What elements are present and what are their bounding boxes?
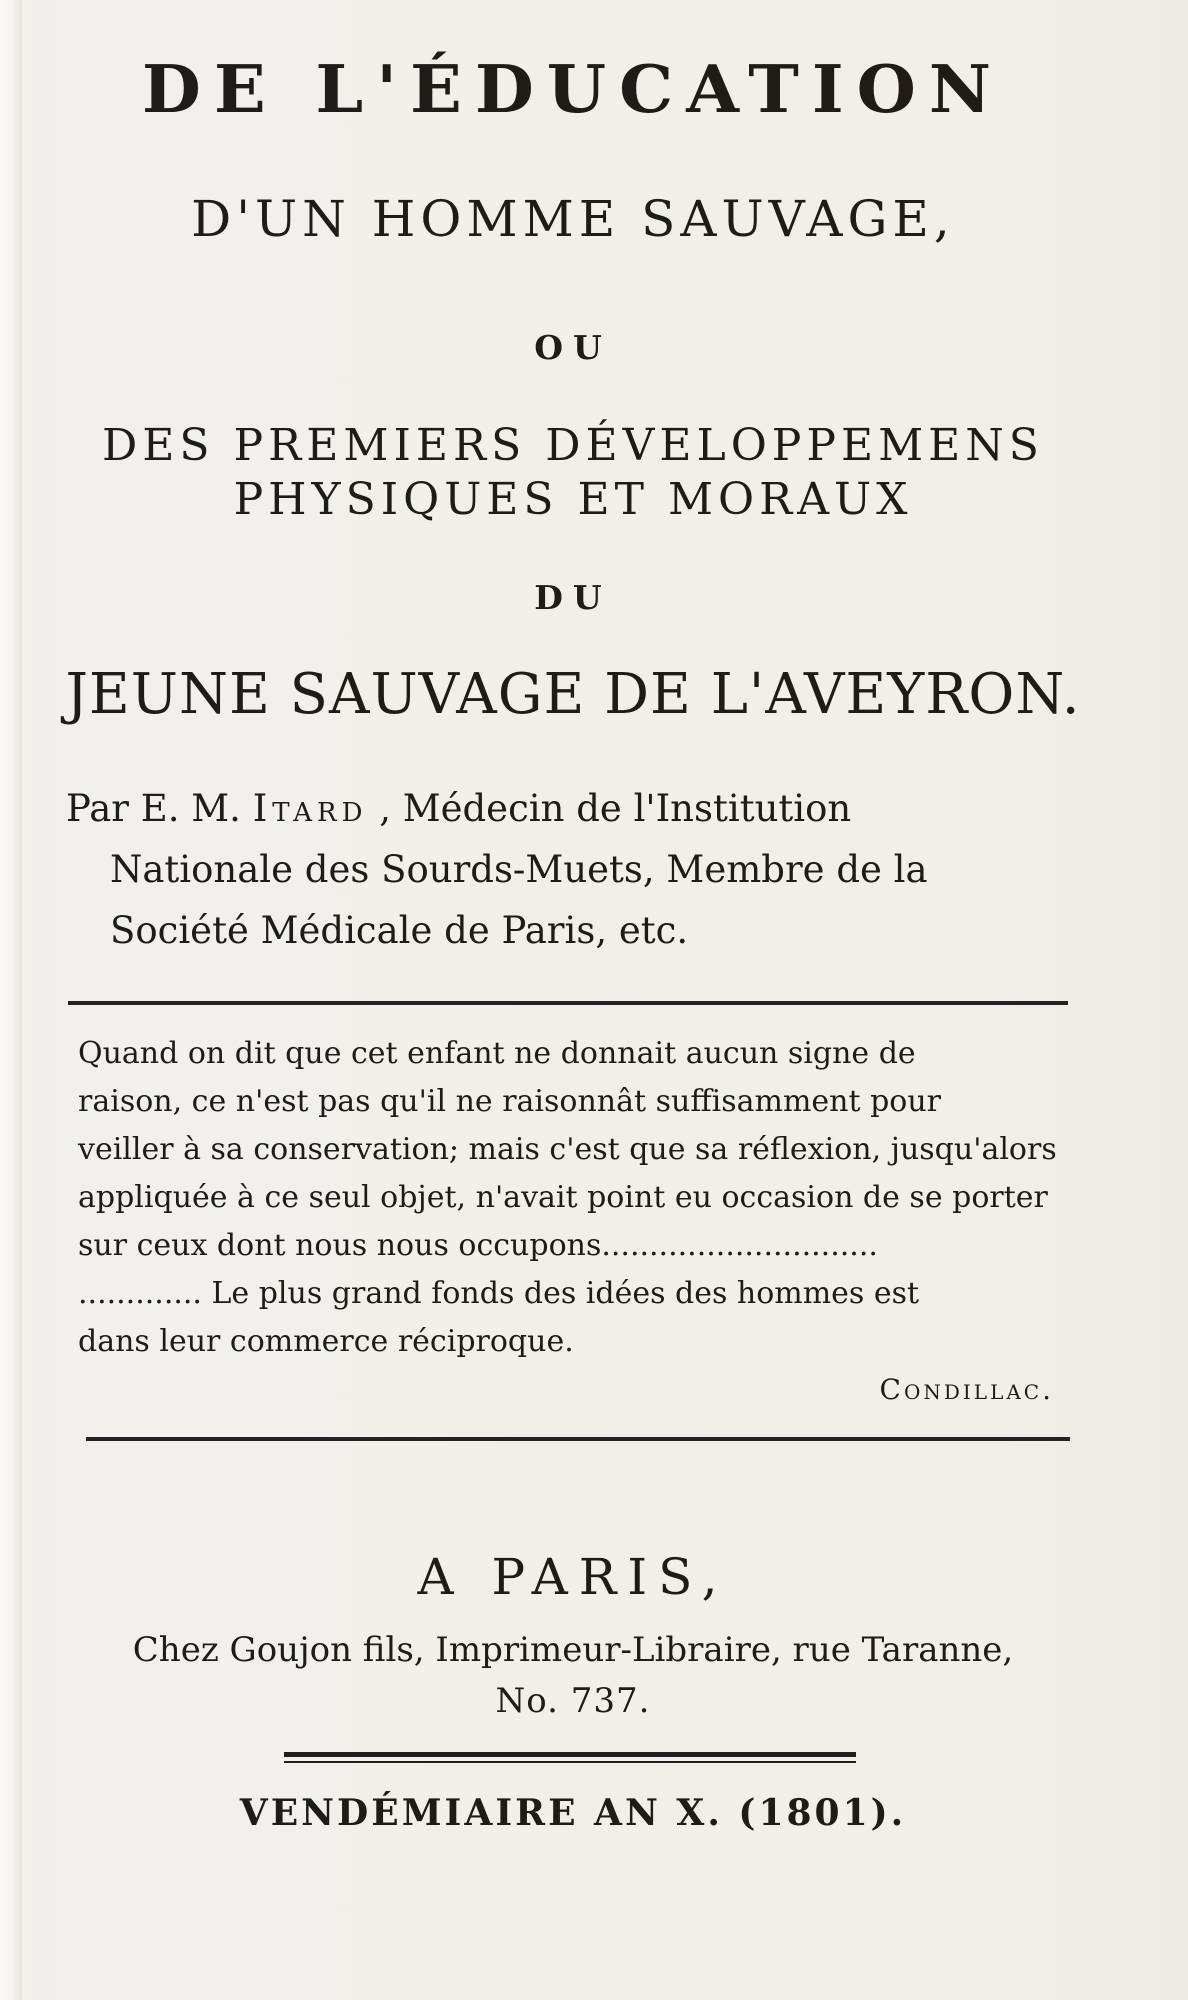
author-role-line-1: , Médecin de l'Institution [379, 787, 852, 830]
subtitle-line-2: PHYSIQUES ET MORAUX [233, 474, 913, 525]
author-role-line-2: Nationale des Sourds-Muets, Membre de la [110, 848, 928, 891]
epigraph-line-6: ............. Le plus grand fonds des idées des hommes est [78, 1276, 920, 1311]
epigraph-line-1: Quand on dit que cet enfant ne donnait aucun signe de [78, 1036, 916, 1071]
author-role-line-3: Société Médicale de Paris, etc. [110, 909, 689, 952]
publication-date: VENDÉMIAIRE AN X. (1801). [239, 1792, 907, 1834]
subtitle-line-1: DES PREMIERS DÉVELOPPEMENS [102, 420, 1044, 471]
epigraph-line-5: sur ceux dont nous nous occupons............................. [78, 1228, 878, 1263]
title-connector-du: DU [534, 578, 612, 617]
main-title-line-3: JEUNE SAUVAGE DE L'AVEYRON. [65, 662, 1081, 727]
main-title-line-2: D'UN HOMME SAUVAGE, [191, 190, 955, 248]
epigraph-line-7: dans leur commerce réciproque. [78, 1324, 574, 1359]
double-rule-thin [284, 1761, 856, 1763]
epigraph-attribution: Condillac. [879, 1373, 1054, 1406]
epigraph-top-rule [68, 1001, 1068, 1005]
author-statement [66, 778, 1066, 961]
book-gutter [0, 0, 22, 2000]
author-prefix: Par E. M. [66, 787, 241, 830]
imprint-double-rule [284, 1752, 856, 1766]
epigraph-line-4: appliquée à ce seul objet, n'avait point eu occasion de se porter [78, 1180, 1048, 1215]
epigraph [78, 1030, 1068, 1366]
author-name: Itard [252, 787, 368, 830]
imprint-street-number: No. 737. [495, 1681, 651, 1721]
epigraph-line-3: veiller à sa conservation; mais c'est que sa réflexion, jusqu'alors [78, 1132, 1057, 1167]
imprint-publisher: Chez Goujon fils, Imprimeur-Libraire, rue Taranne, [132, 1630, 1014, 1670]
imprint-city: A PARIS, [417, 1548, 729, 1606]
title-connector-ou: OU [534, 328, 612, 367]
epigraph-line-2: raison, ce n'est pas qu'il ne raisonnât suffisamment pour [78, 1084, 941, 1119]
main-title-line-1: DE L'ÉDUCATION [141, 51, 1005, 129]
epigraph-bottom-rule [86, 1437, 1070, 1441]
double-rule-thick [284, 1752, 856, 1757]
